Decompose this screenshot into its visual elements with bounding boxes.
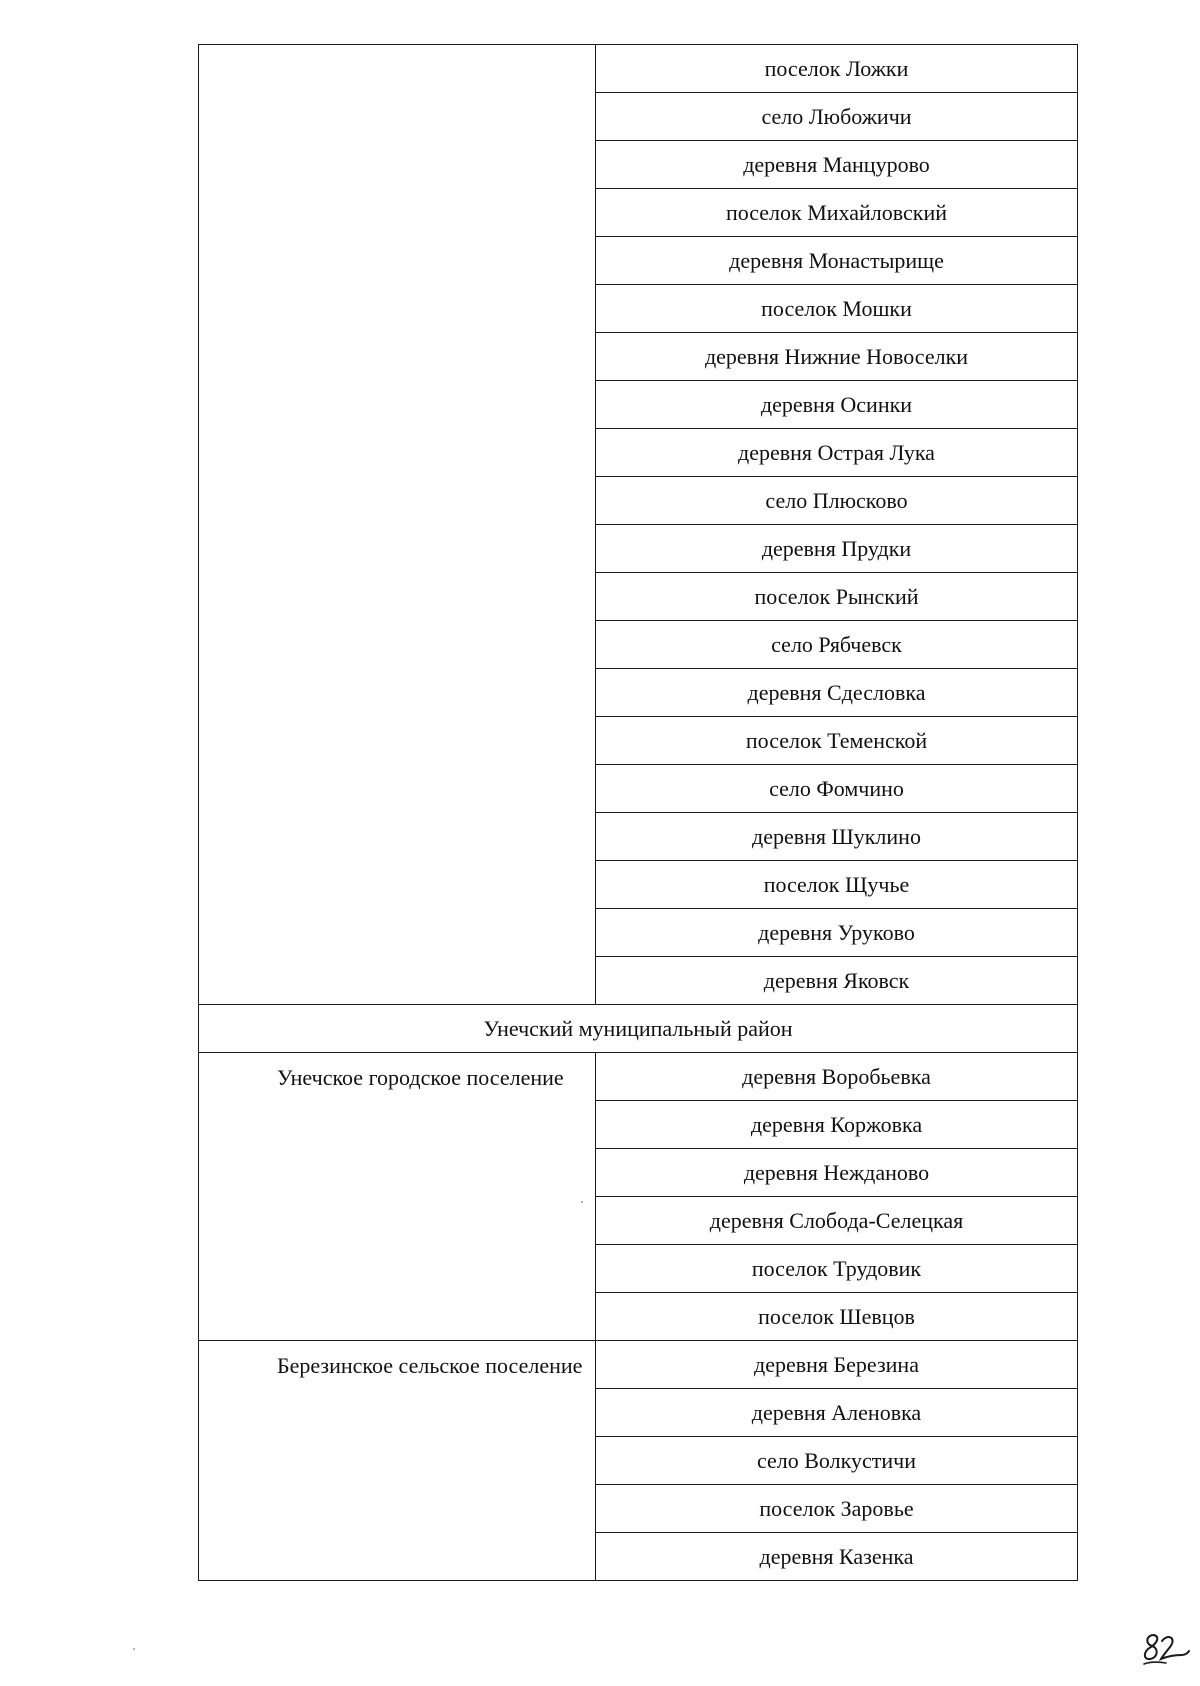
locality-cell: поселок Шевцов: [596, 1293, 1078, 1341]
locality-cell: деревня Яковск: [596, 957, 1078, 1005]
locality-cell: село Рябчевск: [596, 621, 1078, 669]
scan-speck: [133, 1648, 135, 1650]
table-row: [199, 1005, 1078, 1053]
settlement-cell: [199, 45, 596, 1005]
table-row: [199, 45, 1078, 93]
locality-cell: деревня Казенка: [596, 1533, 1078, 1581]
table-row: [199, 1341, 1078, 1389]
locality-cell: поселок Мошки: [596, 285, 1078, 333]
settlements-table: [198, 44, 1078, 1581]
settlement-name: Унечское городское поселение: [277, 1065, 564, 1090]
locality-cell: деревня Сдесловка: [596, 669, 1078, 717]
locality-cell: поселок Рынский: [596, 573, 1078, 621]
district-name: Унечский муниципальный район: [199, 1005, 1078, 1053]
locality-cell: село Волкустичи: [596, 1437, 1078, 1485]
locality-cell: поселок Михайловский: [596, 189, 1078, 237]
locality-cell: деревня Прудки: [596, 525, 1078, 573]
settlement-cell: [199, 1341, 596, 1581]
locality-cell: деревня Шуклино: [596, 813, 1078, 861]
settlement-cell: [199, 1053, 596, 1341]
locality-cell: деревня Воробьевка: [596, 1053, 1078, 1101]
locality-cell: деревня Березина: [596, 1341, 1078, 1389]
locality-cell: деревня Монастырище: [596, 237, 1078, 285]
locality-cell: деревня Острая Лука: [596, 429, 1078, 477]
locality-cell: деревня Слобода-Селецкая: [596, 1197, 1078, 1245]
locality-cell: деревня Манцурово: [596, 141, 1078, 189]
locality-cell: поселок Ложки: [596, 45, 1078, 93]
locality-cell: деревня Уруково: [596, 909, 1078, 957]
locality-cell: деревня Аленовка: [596, 1389, 1078, 1437]
locality-cell: деревня Коржовка: [596, 1101, 1078, 1149]
locality-cell: село Любожичи: [596, 93, 1078, 141]
locality-cell: село Плюсково: [596, 477, 1078, 525]
table-row: [199, 1053, 1078, 1101]
scan-speck: [581, 1201, 583, 1203]
locality-cell: деревня Нежданово: [596, 1149, 1078, 1197]
locality-cell: поселок Трудовик: [596, 1245, 1078, 1293]
settlement-name: Березинское сельское поселение: [277, 1353, 583, 1378]
locality-cell: деревня Осинки: [596, 381, 1078, 429]
locality-cell: поселок Заровье: [596, 1485, 1078, 1533]
locality-cell: поселок Теменской: [596, 717, 1078, 765]
locality-cell: поселок Щучье: [596, 861, 1078, 909]
handwritten-page-number: [1142, 1630, 1192, 1670]
locality-cell: село Фомчино: [596, 765, 1078, 813]
locality-cell: деревня Нижние Новоселки: [596, 333, 1078, 381]
